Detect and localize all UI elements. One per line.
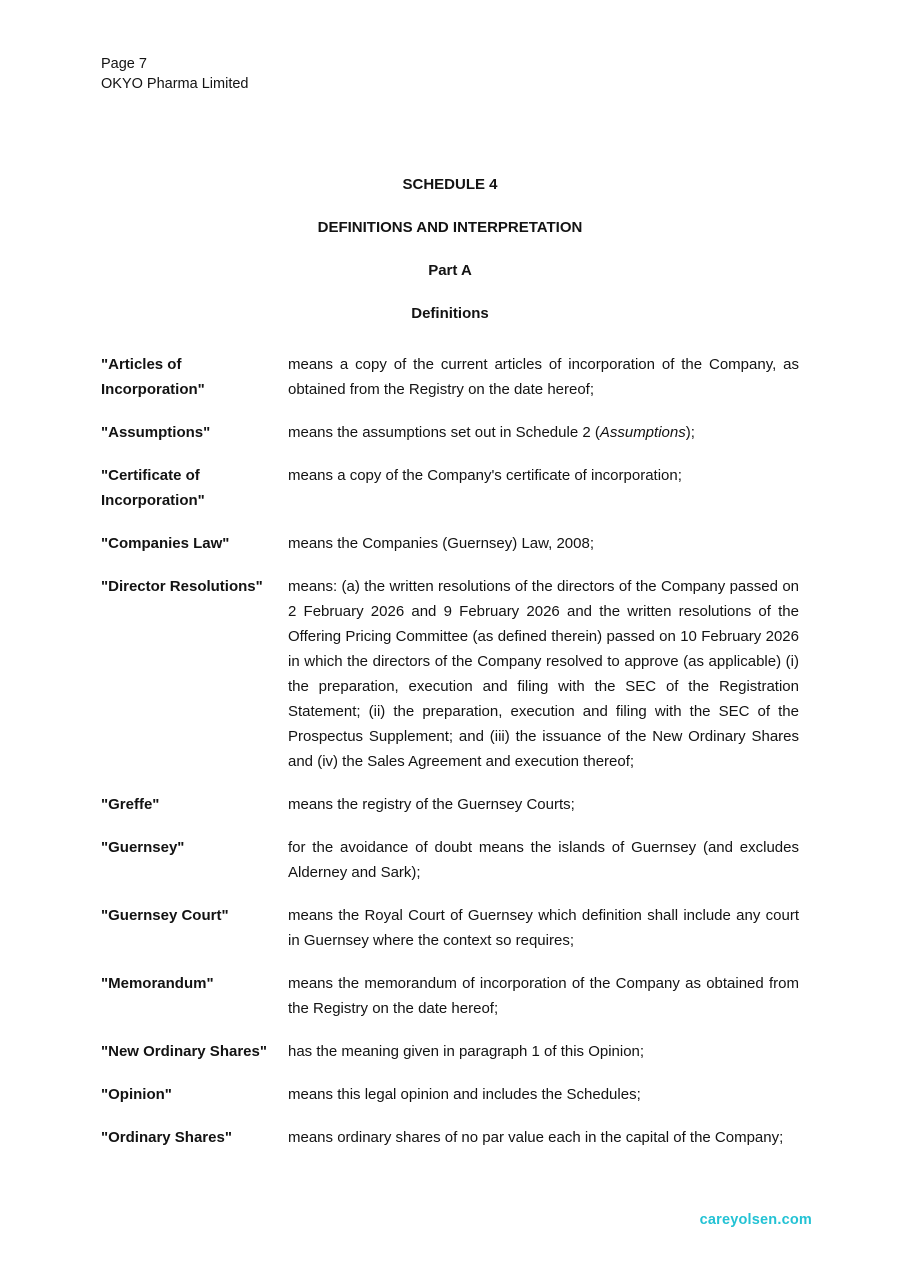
definition-term: "Director Resolutions": [101, 578, 263, 595]
subtitle-heading: Definitions: [411, 305, 489, 322]
definition-text: means a copy of the current articles of incorporation of the Company, as obtained from the Registry on the date hereof;: [288, 356, 799, 398]
definition-text: means a copy of the Company's certificate of incorporation;: [288, 467, 682, 484]
definition-term: "Opinion": [101, 1086, 172, 1103]
definition-term: "Guernsey Court": [101, 907, 229, 924]
document-body: [101, 172, 799, 1168]
definition-row: [101, 1082, 799, 1107]
part-heading: Part A: [428, 262, 472, 279]
company-name: OKYO Pharma Limited: [101, 76, 249, 92]
definition-term: "Articles of Incorporation": [101, 356, 205, 398]
definition-row: [101, 835, 799, 885]
definition-term: "Assumptions": [101, 424, 211, 441]
definition-text: [288, 420, 799, 445]
definition-row: [101, 792, 799, 817]
definition-row: [101, 574, 799, 774]
definition-row: [101, 1039, 799, 1064]
definition-term: "Guernsey": [101, 839, 185, 856]
page-header: [101, 54, 248, 94]
definition-row: [101, 420, 799, 445]
definition-text-italic: Assumptions: [599, 424, 686, 441]
page-number: Page 7: [101, 56, 147, 72]
definition-text: means ordinary shares of no par value each in the capital of the Company;: [288, 1129, 784, 1146]
definition-row: [101, 971, 799, 1021]
definition-text: means the Companies (Guernsey) Law, 2008;: [288, 535, 594, 552]
definitions-list: [101, 352, 799, 1150]
definition-text-prefix: means the assumptions set out in Schedule 2 (: [288, 424, 600, 441]
definition-term: "Memorandum": [101, 975, 214, 992]
definition-text: means this legal opinion and includes the Schedules;: [288, 1086, 641, 1103]
definition-text: means the Royal Court of Guernsey which definition shall include any court in Guernsey where the context so requires;: [288, 907, 799, 949]
definition-row: [101, 463, 799, 513]
footer-website-link: careyolsen.com: [699, 1212, 812, 1228]
definition-text: means the memorandum of incorporation of the Company as obtained from the Registry on the date hereof;: [288, 975, 799, 1017]
definition-term: "New Ordinary Shares": [101, 1043, 267, 1060]
definition-row: [101, 531, 799, 556]
definition-term: "Certificate of Incorporation": [101, 467, 205, 509]
definition-row: [101, 352, 799, 402]
definition-term: "Greffe": [101, 796, 160, 813]
definition-text-suffix: );: [685, 424, 695, 441]
title-heading: DEFINITIONS AND INTERPRETATION: [317, 219, 583, 236]
definition-text: has the meaning given in paragraph 1 of this Opinion;: [288, 1043, 645, 1060]
definition-text: for the avoidance of doubt means the islands of Guernsey (and excludes Alderney and Sark);: [288, 839, 799, 881]
definition-row: [101, 903, 799, 953]
definition-row: [101, 1125, 799, 1150]
definition-term: "Companies Law": [101, 535, 230, 552]
definition-text: means: (a) the written resolutions of the directors of the Company passed on 2 February 2026 and 9 February 2026 and the written resolutions of the Offering Pricing Committee (as defined therein) passed on 10 February 2026 in which the directors of the Company resolved to approve (as applicable) (i) the preparation, execution and filing with the SEC of the Registration Statement; (ii) the preparation, execution and filing with the SEC of the Prospectus Supplement; and (iii) the issuance of the New Ordinary Shares and (iv) the Sales Agreement and execution thereof;: [288, 578, 799, 770]
definition-text: means the registry of the Guernsey Courts;: [288, 796, 575, 813]
definition-term: "Ordinary Shares": [101, 1129, 232, 1146]
schedule-heading: SCHEDULE 4: [402, 176, 498, 193]
